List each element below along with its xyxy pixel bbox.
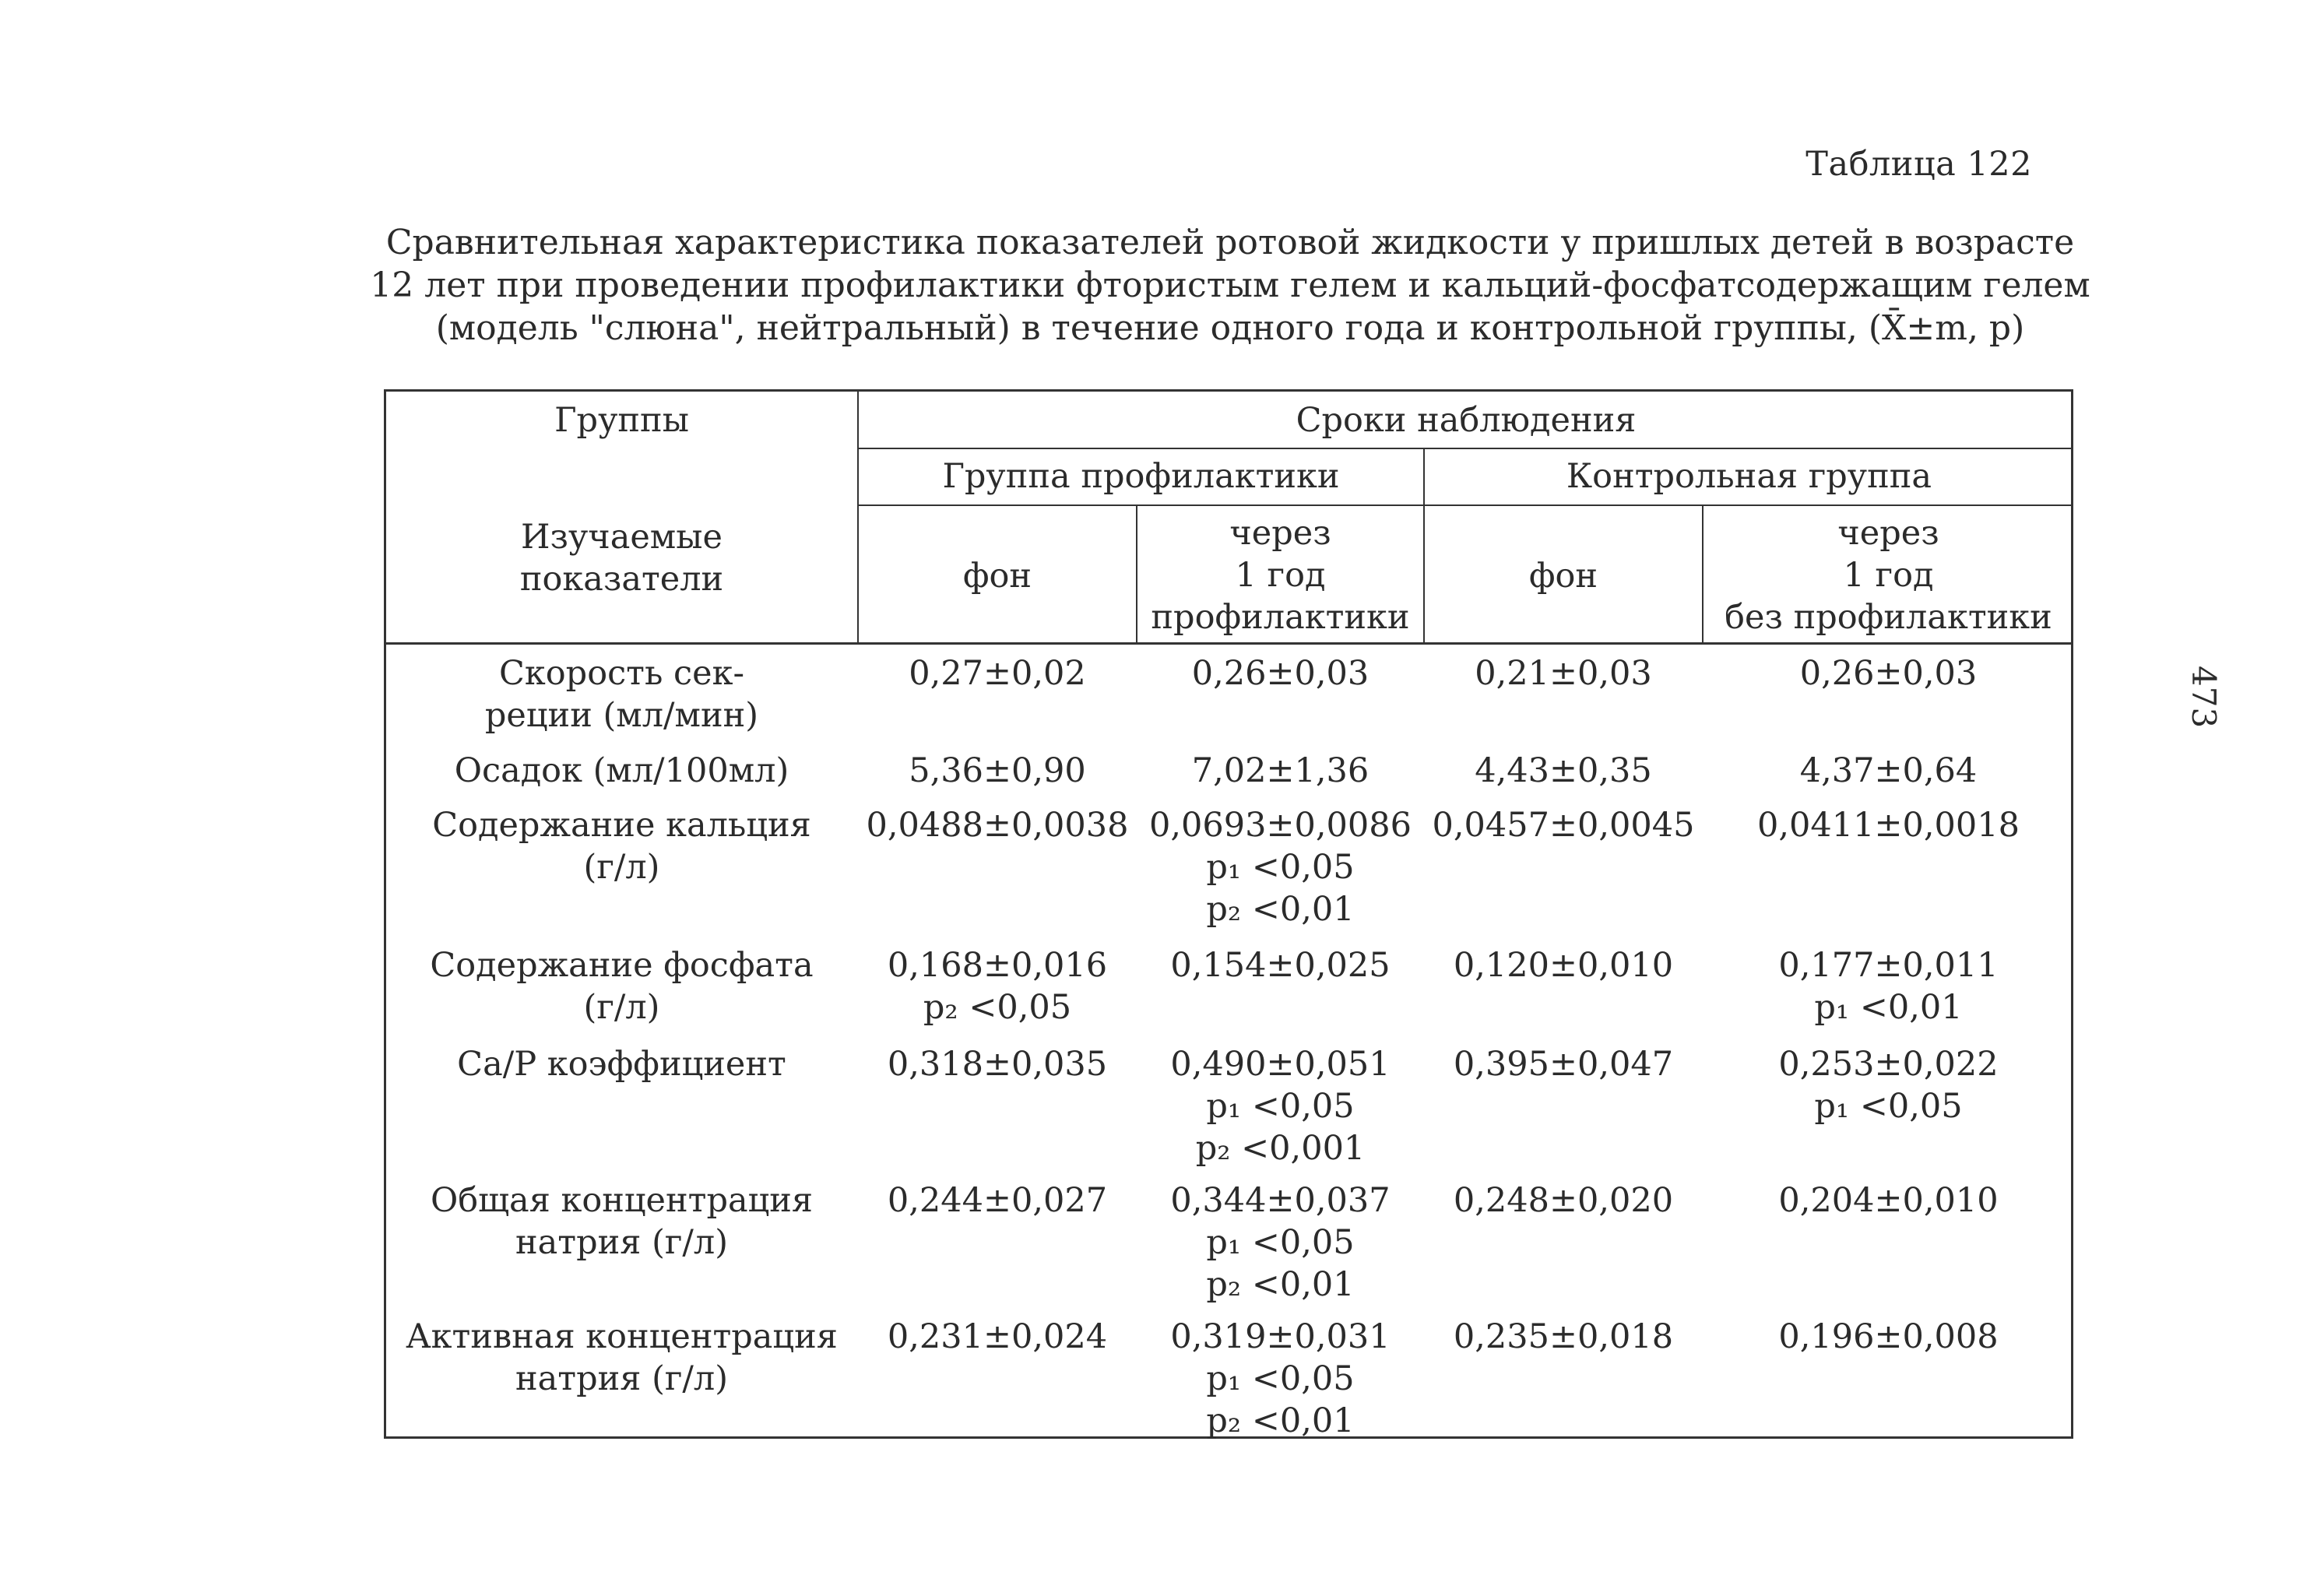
header-col-baseline-control: фон xyxy=(1528,557,1598,596)
cell-value: 7,02±1,36 xyxy=(1191,751,1369,790)
cell-value: 0,344±0,037 p₁ <0,05 p₂ <0,01 xyxy=(1170,1181,1391,1304)
row-label: Скорость сек- реции (мл/мин) xyxy=(484,654,759,735)
cell-value: 0,26±0,03 xyxy=(1799,654,1978,693)
cell-value: 0,154±0,025 xyxy=(1170,946,1391,985)
cell-value: 0,231±0,024 xyxy=(887,1317,1108,1356)
cell-value: 0,120±0,010 xyxy=(1453,946,1674,985)
cell-value: 0,395±0,047 xyxy=(1453,1045,1674,1084)
header-observation-period: Сроки наблюдения xyxy=(1296,401,1637,440)
divider xyxy=(857,504,2073,506)
cell-value: 0,204±0,010 xyxy=(1778,1181,1999,1220)
cell-value: 0,235±0,018 xyxy=(1453,1317,1674,1356)
cell-value: 0,168±0,016 p₂ <0,05 xyxy=(887,946,1108,1027)
cell-value: 5,36±0,90 xyxy=(909,751,1086,790)
cell-value: 0,0411±0,0018 xyxy=(1757,806,2020,845)
header-indicators: Изучаемые показатели xyxy=(519,518,724,599)
cell-value: 0,27±0,02 xyxy=(909,654,1086,693)
page-number: 473 xyxy=(2185,666,2223,729)
cell-value: 4,37±0,64 xyxy=(1799,751,1978,790)
row-label: Общая концентрация натрия (г/л) xyxy=(430,1181,814,1262)
cell-value: 0,490±0,051 p₁ <0,05 p₂ <0,001 xyxy=(1170,1045,1391,1168)
cell-value: 0,196±0,008 xyxy=(1778,1317,1999,1356)
cell-value: 0,21±0,03 xyxy=(1475,654,1652,693)
cell-value: 0,318±0,035 xyxy=(887,1045,1108,1084)
row-label: Содержание кальция (г/л) xyxy=(432,806,811,887)
cell-value: 0,248±0,020 xyxy=(1453,1181,1674,1220)
header-col-baseline-prophylaxis: фон xyxy=(962,557,1032,596)
cell-value: 0,244±0,027 xyxy=(887,1181,1108,1220)
cell-value: 4,43±0,35 xyxy=(1475,751,1652,790)
cell-value: 0,26±0,03 xyxy=(1191,654,1369,693)
row-label: Са/Р коэффициент xyxy=(457,1045,786,1084)
header-groups: Группы xyxy=(554,401,689,440)
cell-value: 0,253±0,022 p₁ <0,05 xyxy=(1778,1045,1999,1126)
row-label: Активная концентрация натрия (г/л) xyxy=(406,1317,838,1398)
data-table xyxy=(384,389,2073,1439)
header-col-after-prophylaxis: через 1 год профилактики xyxy=(1151,514,1410,637)
header-col-after-control: через 1 год без профилактики xyxy=(1725,514,2052,637)
cell-value: 0,319±0,031 p₁ <0,05 p₂ <0,01 xyxy=(1170,1317,1391,1440)
row-label: Содержание фосфата (г/л) xyxy=(430,946,814,1027)
cell-value: 0,0457±0,0045 xyxy=(1432,806,1695,845)
cell-value: 0,177±0,011 p₁ <0,01 xyxy=(1778,946,1999,1027)
cell-value: 0,0693±0,0086 p₁ <0,05 p₂ <0,01 xyxy=(1149,806,1412,929)
header-prophylaxis-group: Группа профилактики xyxy=(942,457,1340,496)
header-control-group: Контрольная группа xyxy=(1566,457,1932,496)
table-caption: Сравнительная характеристика показателей ротовой жидкости у пришлых детей в возрасте 12 лет при проведении профилактики фтористым гелем и кальций-фосфатсодержащим гелем (модель "слюна", нейтральный) в течение одного года и контрольной группы, (X̄±m, p) xyxy=(370,223,2090,348)
divider xyxy=(857,448,2073,449)
table-number: Таблица 122 xyxy=(1805,145,2032,184)
row-label: Осадок (мл/100мл) xyxy=(454,751,789,790)
header-bottom-rule xyxy=(386,642,2073,645)
cell-value: 0,0488±0,0038 xyxy=(866,806,1129,845)
